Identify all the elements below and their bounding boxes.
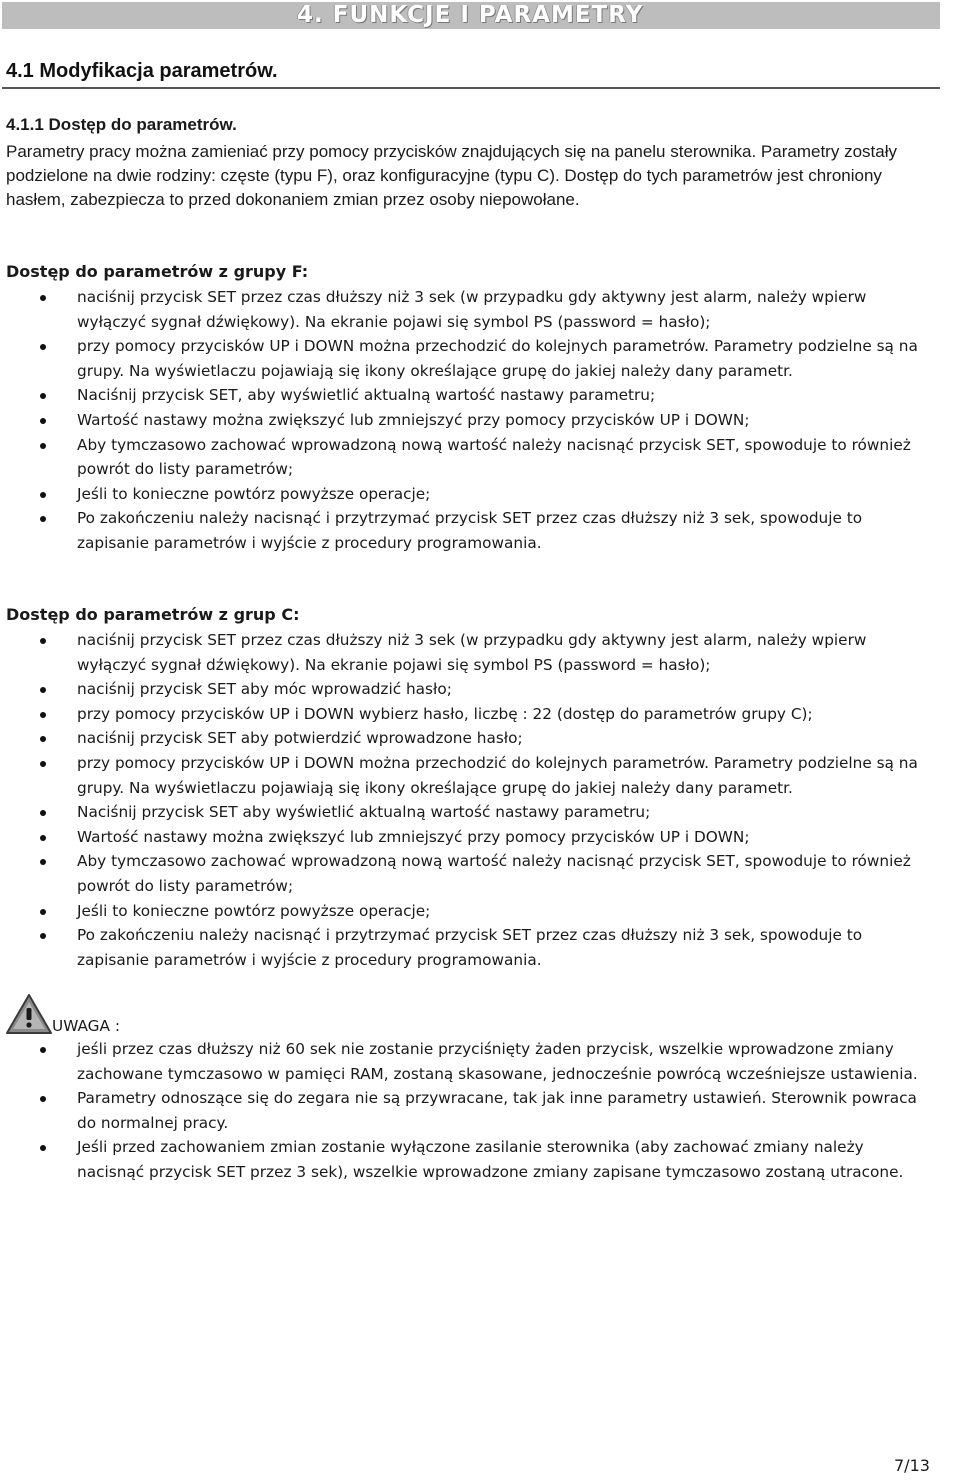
list-item: naciśnij przycisk SET aby potwierdzić wprowadzone hasło; xyxy=(0,726,935,751)
list-item: przy pomocy przycisków UP i DOWN wybierz hasło, liczbę : 22 (dostęp do parametrów grupy C); xyxy=(0,702,935,727)
list-item: Jeśli przed zachowaniem zmian zostanie wyłączone zasilanie sterownika (aby zachować zmiany należy nacisnąć przycisk SET przez 3 sek), wszelkie wprowadzone zmiany zapisane tymczasowo zostaną utracone. xyxy=(0,1135,935,1184)
list-item: Aby tymczasowo zachować wprowadzoną nową wartość należy nacisnąć przycisk SET, spowoduje to również powrót do listy parametrów; xyxy=(0,433,935,482)
section-title: 4.1 Modyfikacja parametrów. xyxy=(6,60,278,82)
group-c-heading: Dostęp do parametrów z grup C: xyxy=(6,605,300,624)
list-item: przy pomocy przycisków UP i DOWN można przechodzić do kolejnych parametrów. Parametry podzielne są na grupy. Na wyświetlaczu pojawiają się ikony określające grupę do jakiej należy dany parametr. xyxy=(0,334,935,383)
list-item: naciśnij przycisk SET przez czas dłuższy niż 3 sek (w przypadku gdy aktywny jest alarm, należy wpierw wyłączyć sygnał dźwiękowy). Na ekranie pojawi się symbol PS (password = hasło); xyxy=(0,628,935,677)
list-item: Wartość nastawy można zwiększyć lub zmniejszyć przy pomocy przycisków UP i DOWN; xyxy=(0,825,935,850)
list-item: Wartość nastawy można zwiększyć lub zmniejszyć przy pomocy przycisków UP i DOWN; xyxy=(0,408,935,433)
warning-triangle-icon xyxy=(6,994,52,1034)
page-number: 7/13 xyxy=(894,1456,930,1475)
warning-label: UWAGA : xyxy=(52,1017,121,1035)
subsection-title: 4.1.1 Dostęp do parametrów. xyxy=(6,115,237,134)
list-item: Aby tymczasowo zachować wprowadzoną nową wartość należy nacisnąć przycisk SET, spowoduje to również powrót do listy parametrów; xyxy=(0,849,935,898)
group-c-list xyxy=(0,628,935,972)
list-item: Jeśli to konieczne powtórz powyższe operacje; xyxy=(0,482,935,507)
list-item: naciśnij przycisk SET aby móc wprowadzić hasło; xyxy=(0,677,935,702)
list-item: Jeśli to konieczne powtórz powyższe operacje; xyxy=(0,899,935,924)
warning-list xyxy=(0,1037,935,1185)
group-f-heading: Dostęp do parametrów z grupy F: xyxy=(6,262,309,281)
list-item: przy pomocy przycisków UP i DOWN można przechodzić do kolejnych parametrów. Parametry podzielne są na grupy. Na wyświetlaczu pojawiają się ikony określające grupę do jakiej należy dany parametr. xyxy=(0,751,935,800)
list-item: jeśli przez czas dłuższy niż 60 sek nie zostanie przyciśnięty żaden przycisk, wszelkie wprowadzone zmiany zachowane tymczasowo w pamięci RAM, zostaną skasowane, jednocześnie powrócą wcześniejsze ustawienia. xyxy=(0,1037,935,1086)
list-item: Naciśnij przycisk SET aby wyświetlić aktualną wartość nastawy parametru; xyxy=(0,800,935,825)
list-item: Parametry odnoszące się do zegara nie są przywracane, tak jak inne parametry ustawień. Sterownik powraca do normalnej pracy. xyxy=(0,1086,935,1135)
intro-paragraph: Parametry pracy można zamieniać przy pomocy przycisków znajdujących się na panelu sterownika. Parametry zostały podzielone na dwie rodziny: częste (typu F), oraz konfiguracyjne (typu C). Dostęp do tych parametrów jest chroniony hasłem, zabezpiecza to przed dokonaniem zmian przez osoby niepowołane. xyxy=(6,142,897,209)
chapter-title: 4. FUNKCJE I PARAMETRY xyxy=(297,2,644,28)
list-item: naciśnij przycisk SET przez czas dłuższy niż 3 sek (w przypadku gdy aktywny jest alarm, należy wpierw wyłączyć sygnał dźwiękowy). Na ekranie pojawi się symbol PS (password = hasło); xyxy=(0,285,935,334)
group-f-list xyxy=(0,285,935,556)
list-item: Po zakończeniu należy nacisnąć i przytrzymać przycisk SET przez czas dłuższy niż 3 sek, spowoduje to zapisanie parametrów i wyjście z procedury programowania. xyxy=(0,506,935,555)
section-divider xyxy=(2,87,940,89)
list-item: Po zakończeniu należy nacisnąć i przytrzymać przycisk SET przez czas dłuższy niż 3 sek, spowoduje to zapisanie parametrów i wyjście z procedury programowania. xyxy=(0,923,935,972)
list-item: Naciśnij przycisk SET, aby wyświetlić aktualną wartość nastawy parametru; xyxy=(0,383,935,408)
